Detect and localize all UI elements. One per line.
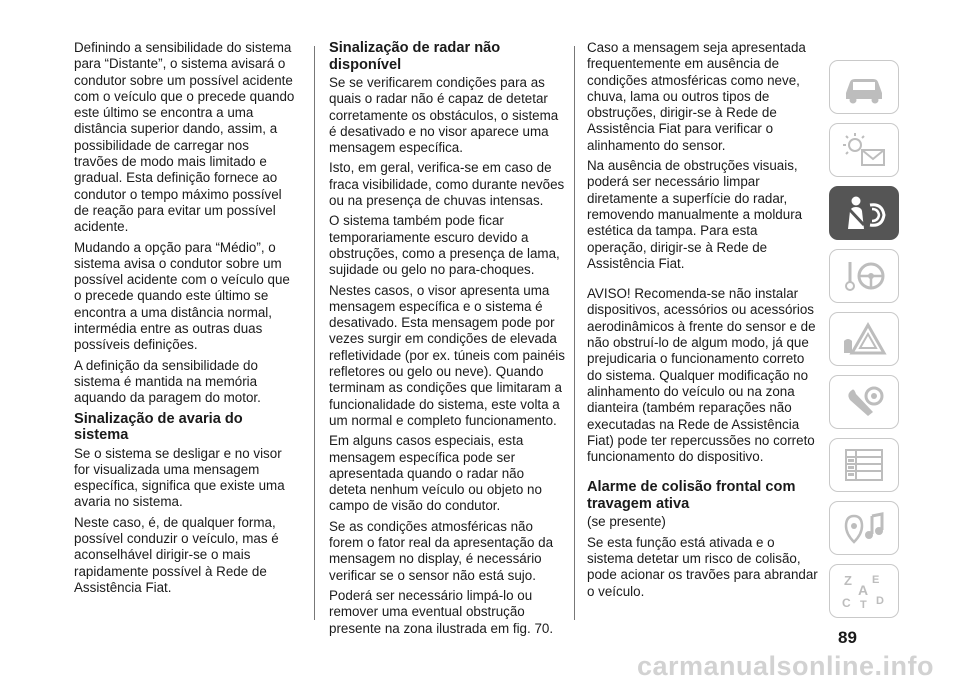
paragraph: Poderá ser necessário limpá-lo ou remover uma eventual obstrução presente na zona ilustrada em fig. 70. bbox=[329, 587, 554, 636]
column-divider-1 bbox=[314, 46, 315, 620]
paragraph: Mudando a opção para “Médio”, o sistema avisa o condutor sobre um possível acidente com o veículo que o precede quando este último se encontra a uma distância normal, intermédia entre as outras duas possíveis definições. bbox=[74, 239, 290, 353]
footer-text: carmanualsonline.info bbox=[636, 651, 934, 681]
index-letter: T bbox=[860, 599, 867, 611]
specs-icon bbox=[838, 445, 890, 485]
tab-warning-lights[interactable] bbox=[829, 123, 899, 177]
text-column-1 bbox=[74, 40, 296, 600]
footer-watermark bbox=[0, 651, 960, 683]
warning-paragraph: AVISO! Recomenda-se não instalar dispositivos, acessórios ou acessórios aerodinâmicos à frente do sensor e de não obstruí-lo de algum modo, já que prejudicaria o funcionamento correto do sistema. Qualquer modificação no alinhamento do veículo ou na zona dianteira (também reparações não executadas na Rede de Assistência Fiat) pode ter repercussões no correto funcionamento do dispositivo. bbox=[587, 286, 816, 465]
paragraph: Definindo a sensibilidade do sistema para “Distante”, o sistema avisará o condutor sobre um possível acidente com o veículo que o precede quando este último se encontra a uma distância superior dando, assim, a possibilidade de carregar nos travões de modo mais limitado e gradual. Esta definição fornece ao condutor o tempo máximo possível de reação para evitar um possível acidente. bbox=[74, 40, 295, 235]
column-divider-2 bbox=[574, 46, 575, 620]
index-letter: A bbox=[858, 582, 869, 598]
paragraph: Se o sistema se desligar e no visor for visualizada uma mensagem específica, significa que existe uma avaria no sistema. bbox=[74, 445, 285, 510]
multimedia-icon bbox=[838, 508, 890, 548]
tab-index[interactable] bbox=[829, 564, 899, 618]
paragraph: Em alguns casos especiais, esta mensagem específica pode ser apresentada quando o radar não deteta nenhum veículo ou objeto no campo de visão do condutor. bbox=[329, 433, 542, 514]
paragraph: A definição da sensibilidade do sistema é mantida na memória aquando da paragem do motor. bbox=[74, 357, 261, 406]
paragraph: Se as condições atmosféricas não forem o fator real da apresentação da mensagem no display, é necessário verificar se o sensor não está sujo. bbox=[329, 518, 554, 583]
tab-starting-driving[interactable] bbox=[829, 249, 899, 303]
paragraph: Isto, em geral, verifica-se em caso de fraca visibilidade, como durante nevões ou na presença de chuvas intensas. bbox=[329, 160, 565, 209]
text-column-3 bbox=[587, 40, 819, 604]
index-icon bbox=[838, 571, 890, 611]
text-column-2 bbox=[329, 40, 565, 641]
tab-maintenance[interactable] bbox=[829, 375, 899, 429]
tab-multimedia[interactable] bbox=[829, 501, 899, 555]
paragraph: Nestes casos, o visor apresenta uma mensagem específica e o sistema é desativado. Esta mensagem pode por vezes surgir em condições de elevada refletividade (por ex. túneis com painéis refletores ou gelo ou neve). Quando terminam as condições que limitaram a funcionalidade do sistema, este volta a um normal e completo funcionamento. bbox=[329, 282, 565, 428]
tab-safety[interactable] bbox=[829, 186, 899, 240]
paragraph: Na ausência de obstruções visuais, poderá ser necessário limpar diretamente a superfície do radar, removendo manualmente a moldura estética da tampa. Para esta operação, dirigir-se à Rede de Assistência Fiat. bbox=[587, 158, 803, 271]
tab-emergency[interactable] bbox=[829, 312, 899, 366]
index-letter: D bbox=[876, 595, 884, 607]
section-heading: Sinalização de radar não disponível bbox=[329, 40, 501, 73]
paragraph: (se presente) bbox=[587, 514, 666, 530]
index-letter: E bbox=[872, 574, 880, 586]
index-letter: C bbox=[842, 596, 851, 610]
seatbelt-airbag-icon bbox=[838, 193, 890, 233]
section-heading: Alarme de colisão frontal com travagem ativa bbox=[587, 479, 796, 512]
maintenance-icon bbox=[838, 382, 890, 422]
warning-lights-icon bbox=[838, 130, 890, 170]
chapter-tabs bbox=[829, 60, 899, 627]
paragraph: O sistema também pode ficar temporariamente escuro devido a obstruções, como a presença de lama, sujidade ou gelo no para-choques. bbox=[329, 213, 560, 278]
tab-technical-data[interactable] bbox=[829, 438, 899, 492]
tab-car[interactable] bbox=[829, 60, 899, 114]
paragraph: Se se verificarem condições para as quais o radar não é capaz de detetar corretamente os obstáculos, o sistema é desativado e no visor aparece uma mensagem específica. bbox=[329, 75, 559, 156]
key-steering-icon bbox=[838, 256, 890, 296]
emergency-triangle-icon bbox=[838, 319, 890, 359]
section-heading: Sinalização de avaria do sistema bbox=[74, 410, 243, 444]
car-icon bbox=[838, 67, 890, 107]
paragraph: Neste caso, é, de qualquer forma, possível conduzir o veículo, mas é aconselhável dirigir-se o mais rapidamente possível à Rede de Assistência Fiat. bbox=[74, 514, 279, 595]
page-number: 89 bbox=[838, 628, 857, 647]
paragraph: Caso a mensagem seja apresentada frequentemente em ausência de condições atmosféricas como neve, chuva, lama ou outros tipos de obstruções, dirigir-se à Rede de Assistência Fiat para verificar o alinhamento do sensor. bbox=[587, 40, 806, 153]
paragraph: Se esta função está ativada e o sistema detetar um risco de colisão, pode acionar os travões para abrandar o veículo. bbox=[587, 534, 818, 599]
index-letter: Z bbox=[844, 573, 852, 588]
